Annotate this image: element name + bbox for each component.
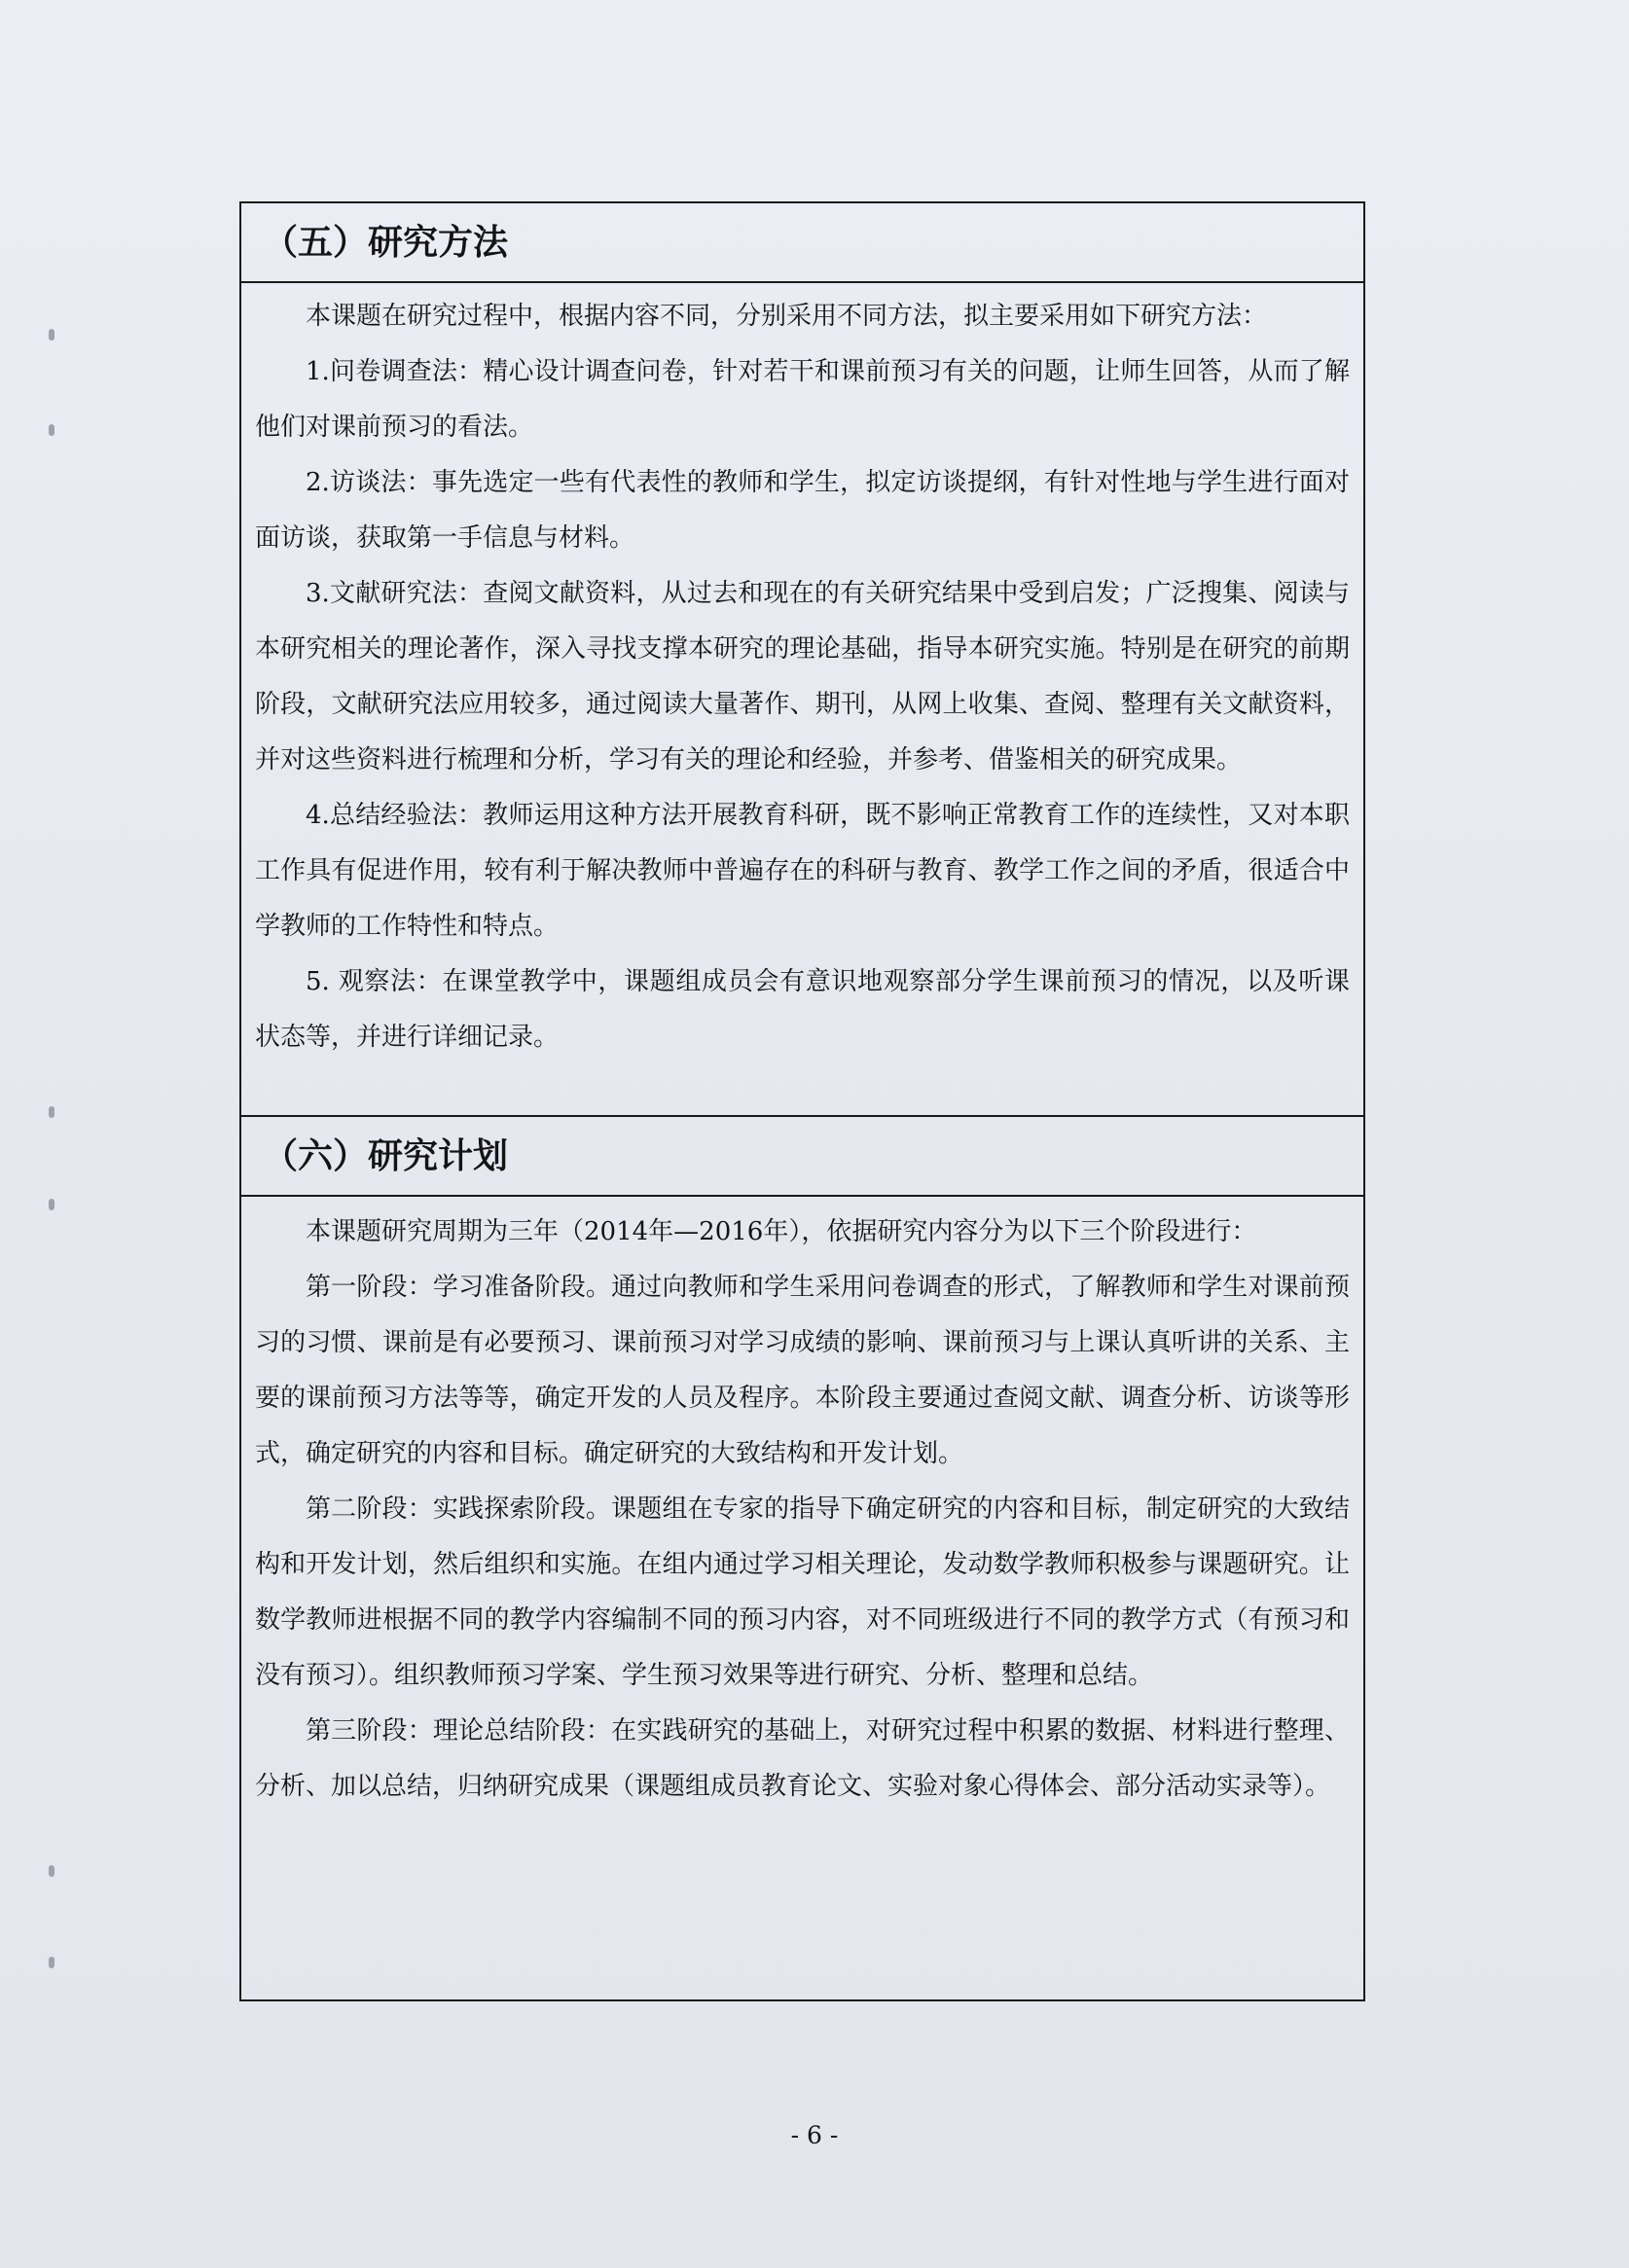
section-6-paragraph: 第二阶段：实践探索阶段。课题组在专家的指导下确定研究的内容和目标，制定研究的大致结构和开发计划，然后组织和实施。在组内通过学习相关理论，发动数学教师积极参与课题研究。让数学教师进根据不同的教学内容编制不同的预习内容，对不同班级进行不同的教学方式（有预习和没有预习）。组织教师预习学案、学生预习效果等进行研究、分析、整理和总结。 [255, 1494, 1350, 1690]
binding-hole-mark [49, 329, 54, 341]
form-table [239, 201, 1365, 2001]
section-6-paragraph: 本课题研究周期为三年（2014年—2016年），依据研究内容分为以下三个阶段进行： [306, 1217, 1257, 1246]
section-6-paragraph: 第三阶段：理论总结阶段：在实践研究的基础上，对研究过程中积累的数据、材料进行整理、分析、加以总结，归纳研究成果（课题组成员教育论文、实验对象心得体会、部分活动实录等）。 [255, 1716, 1350, 1801]
section-5-body [241, 289, 1363, 1065]
section-5-paragraph: 4.总结经验法：教师运用这种方法开展教育科研，既不影响正常教育工作的连续性，又对本职工作具有促进作用，较有利于解决教师中普遍存在的科研与教育、教学工作之间的矛盾，很适合中学教师的工作特性和特点。 [255, 801, 1350, 941]
binding-hole-mark [49, 424, 54, 436]
section-5-title: （五）研究方法 [241, 203, 1363, 283]
section-5-paragraph: 3.文献研究法：查阅文献资料，从过去和现在的有关研究结果中受到启发；广泛搜集、阅读与本研究相关的理论著作，深入寻找支撑本研究的理论基础，指导本研究实施。特别是在研究的前期阶段，文献研究法应用较多，通过阅读大量著作、期刊，从网上收集、查阅、整理有关文献资料，并对这些资料进行梳理和分析，学习有关的理论和经验，并参考、借鉴相关的研究成果。 [255, 579, 1350, 774]
section-6-paragraph: 第一阶段：学习准备阶段。通过向教师和学生采用问卷调查的形式，了解教师和学生对课前预习的习惯、课前是有必要预习、课前预习对学习成绩的影响、课前预习与上课认真听讲的关系、主要的课前预习方法等等，确定开发的人员及程序。本阶段主要通过查阅文献、调查分析、访谈等形式，确定研究的内容和目标。确定研究的大致结构和开发计划。 [255, 1273, 1350, 1468]
section-6-title: （六）研究计划 [241, 1117, 1363, 1197]
binding-hole-mark [49, 1106, 54, 1118]
page-number: - 6 - [790, 2121, 839, 2149]
section-5-paragraph: 1.问卷调查法：精心设计调查问卷，针对若干和课前预习有关的问题，让师生回答，从而了解他们对课前预习的看法。 [255, 357, 1350, 442]
section-5-paragraph: 5. 观察法：在课堂教学中，课题组成员会有意识地观察部分学生课前预习的情况，以及听课状态等，并进行详细记录。 [255, 967, 1350, 1052]
section-5-paragraph: 2.访谈法：事先选定一些有代表性的教师和学生，拟定访谈提纲，有针对性地与学生进行面对面访谈，获取第一手信息与材料。 [255, 468, 1350, 553]
binding-hole-mark [49, 1957, 54, 1968]
binding-hole-mark [49, 1865, 54, 1877]
binding-hole-mark [49, 1199, 54, 1210]
section-6-body [241, 1205, 1363, 1815]
section-5-paragraph: 本课题在研究过程中，根据内容不同，分别采用不同方法，拟主要采用如下研究方法： [306, 302, 1268, 331]
